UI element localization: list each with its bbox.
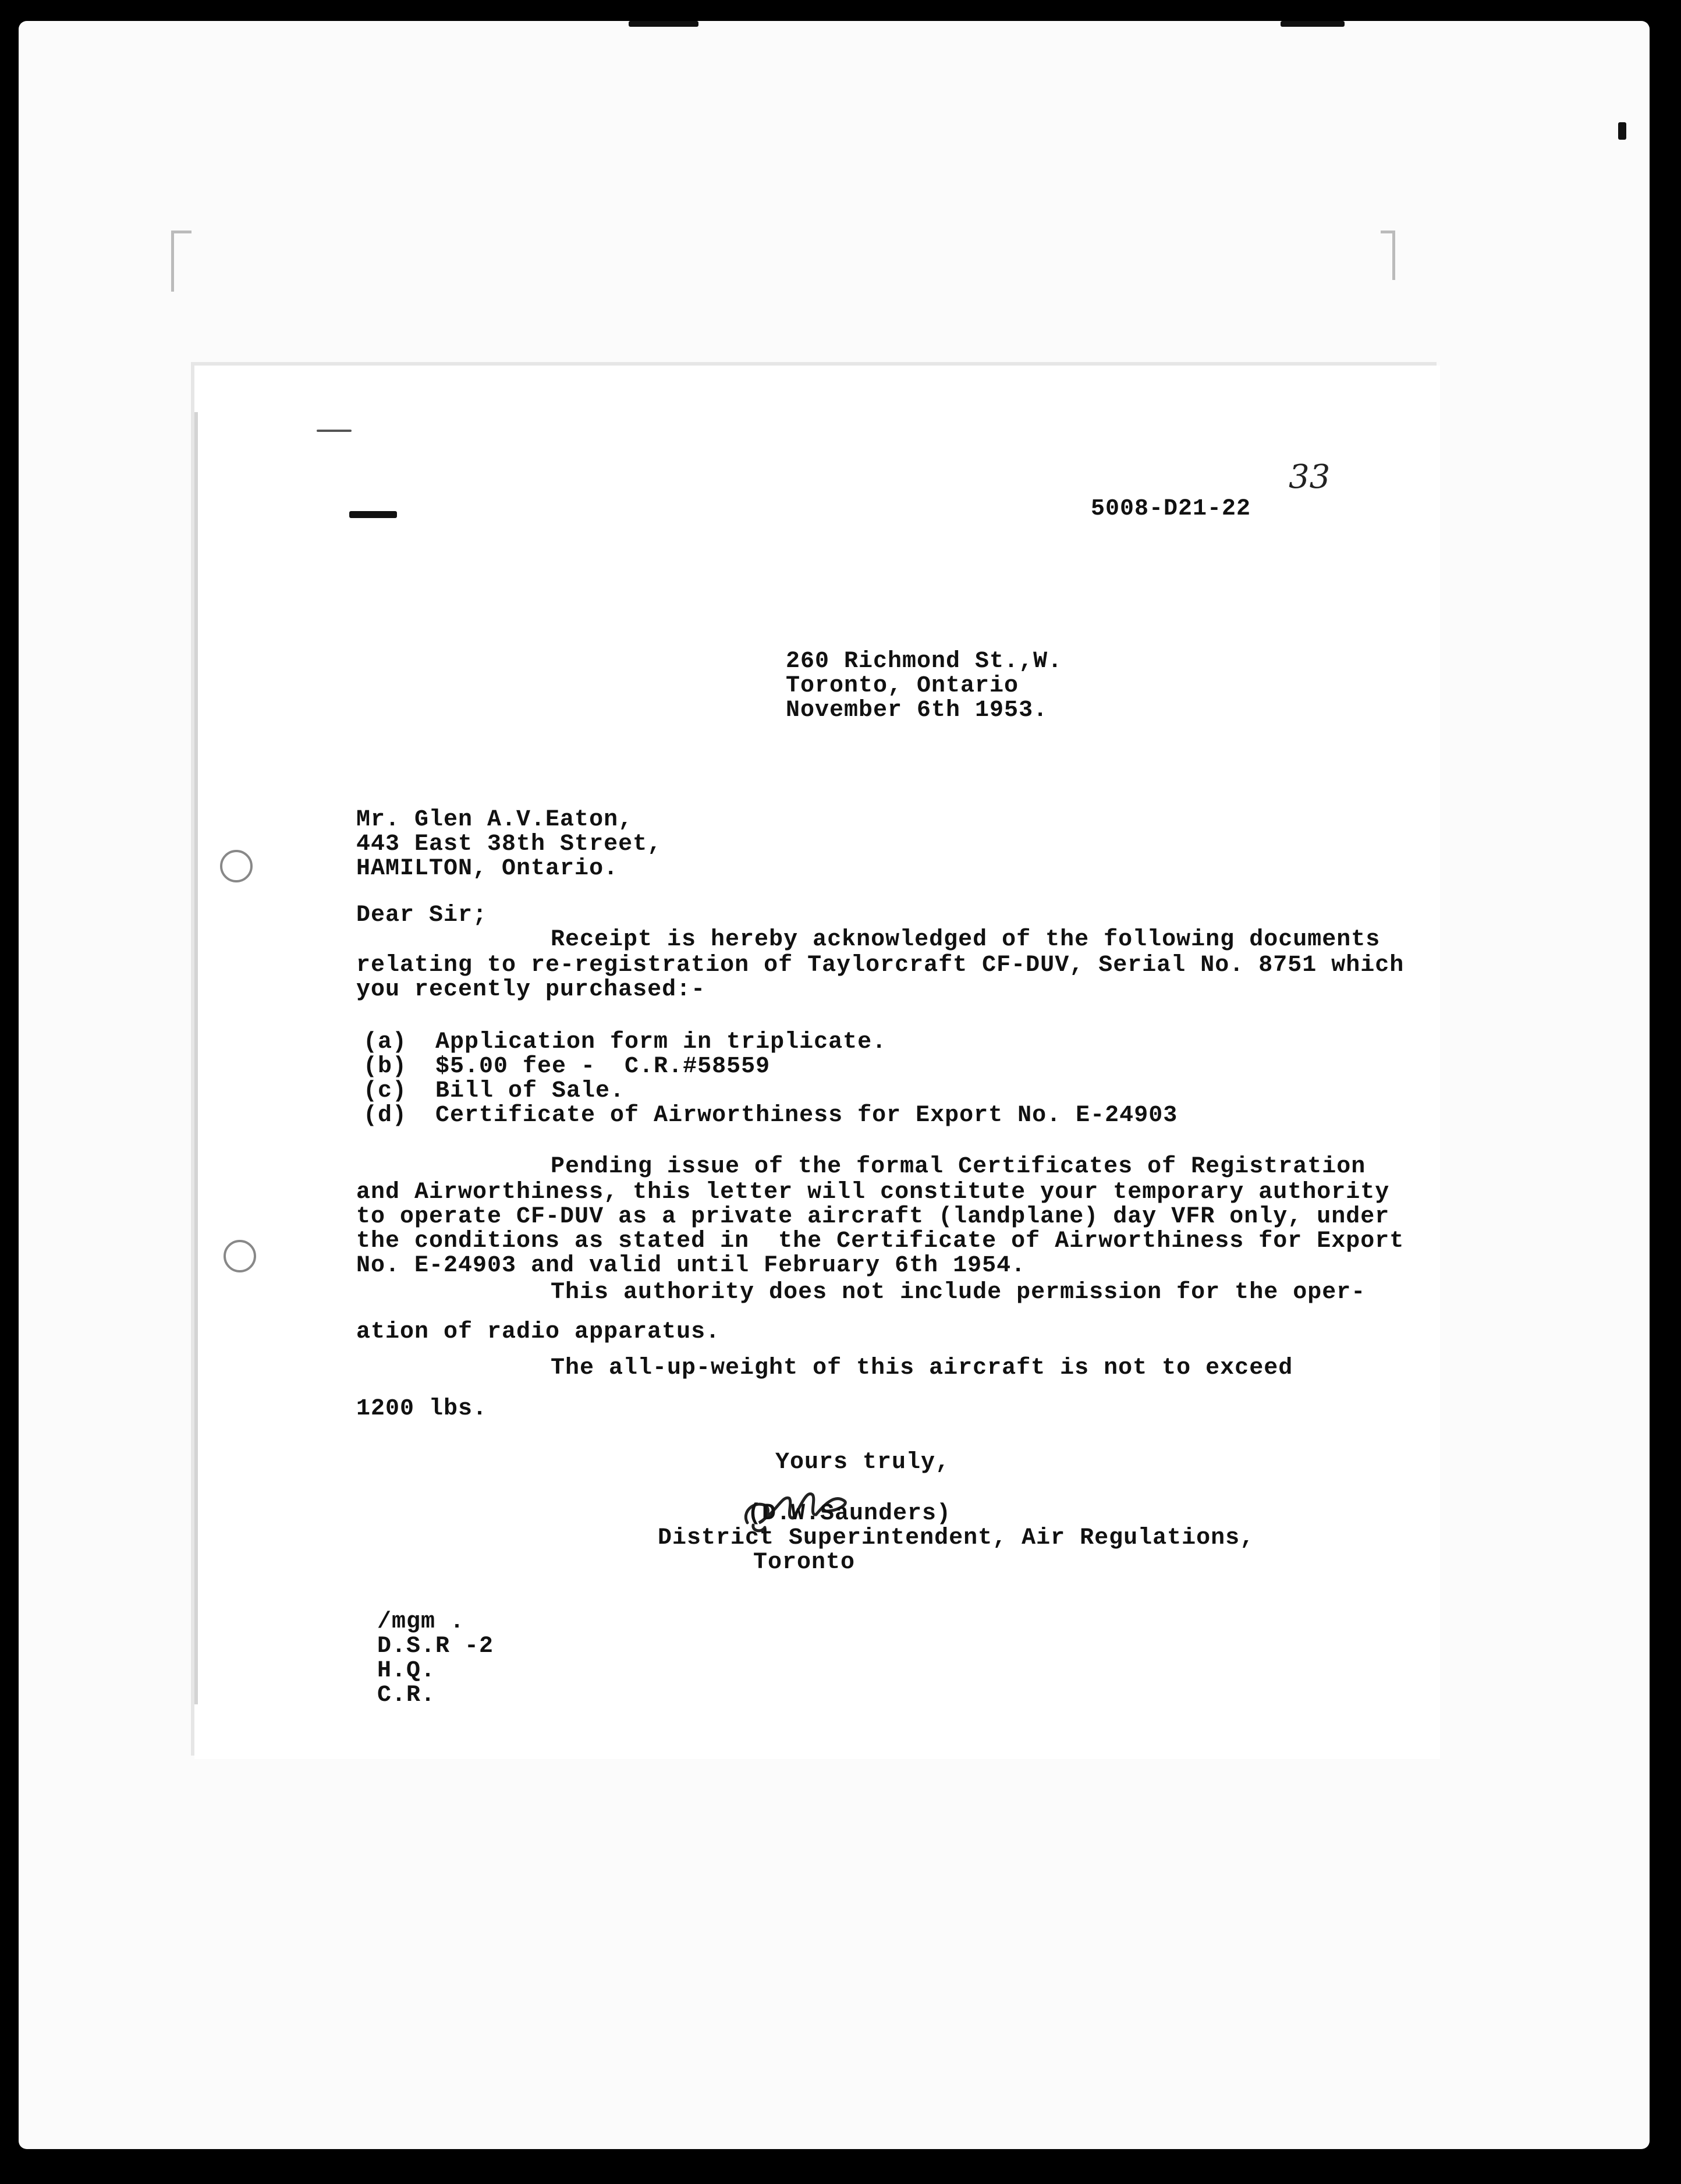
para4-line-1: The all-up-weight of this aircraft is not to exceed	[551, 1355, 1293, 1381]
para2-line-3: to operate CF-DUV as a private aircraft (landplane) day VFR only, under	[356, 1204, 1390, 1230]
para1-line-2: relating to re-registration of Taylorcraft CF-DUV, Serial No. 8751 which	[356, 952, 1405, 978]
recipient-city: HAMILTON, Ontario.	[356, 856, 619, 882]
typist-initials: /mgm .	[377, 1609, 465, 1635]
distribution-dsr: D.S.R -2	[377, 1633, 494, 1660]
closing: Yours truly,	[775, 1449, 951, 1476]
page-edge	[194, 412, 198, 1704]
letter-page	[194, 366, 1440, 1759]
sender-address-line-2: Toronto, Ontario	[786, 673, 1019, 699]
para3-line-2: ation of radio apparatus.	[356, 1319, 721, 1345]
page-number: 33	[1289, 458, 1331, 496]
list-item-key-b: (b)	[363, 1054, 407, 1080]
distribution-cr: C.R.	[377, 1682, 436, 1708]
signatory-name: (D.W.Saunders)	[747, 1501, 952, 1527]
para3-line-1: This authority does not include permission for the oper-	[551, 1279, 1366, 1306]
list-item-key-a: (a)	[363, 1029, 407, 1055]
recipient-street: 443 East 38th Street,	[356, 831, 662, 857]
para1-line-1: Receipt is hereby acknowledged of the following documents	[551, 927, 1381, 953]
list-item-text-d: Certificate of Airworthiness for Export No. E-24903	[435, 1102, 1178, 1129]
signatory-title: District Superintendent, Air Regulations,	[658, 1525, 1255, 1551]
signatory-location: Toronto	[753, 1550, 856, 1576]
frame-corner-mark-right	[1381, 231, 1395, 280]
list-item-text-c: Bill of Sale.	[435, 1078, 625, 1104]
para1-line-3: you recently purchased:-	[356, 977, 706, 1003]
para2-line-5: No. E-24903 and valid until February 6th 1954.	[356, 1253, 1026, 1279]
ink-dots	[317, 430, 352, 432]
frame-corner-mark-left	[171, 231, 191, 292]
edge-mark	[629, 21, 698, 27]
list-item-text-b: $5.00 fee - C.R.#58559	[435, 1054, 771, 1080]
letter-date: November 6th 1953.	[786, 697, 1048, 724]
edge-mark	[1281, 21, 1345, 27]
list-item-text-a: Application form in triplicate.	[435, 1029, 887, 1055]
edge-mark	[1618, 122, 1626, 140]
file-reference: 5008-D21-22	[1091, 496, 1251, 522]
para4-line-2: 1200 lbs.	[356, 1396, 488, 1422]
para2-line-1: Pending issue of the formal Certificates of Registration	[551, 1154, 1366, 1180]
list-item-key-d: (d)	[363, 1102, 407, 1129]
distribution-hq: H.Q.	[377, 1658, 436, 1684]
para2-line-2: and Airworthiness, this letter will constitute your temporary authority	[356, 1179, 1390, 1206]
punch-hole-upper	[220, 850, 253, 882]
list-item-key-c: (c)	[363, 1078, 407, 1104]
ink-smudge	[349, 511, 397, 518]
recipient-name: Mr. Glen A.V.Eaton,	[356, 807, 633, 833]
salutation: Dear Sir;	[356, 902, 488, 928]
sender-address-line-1: 260 Richmond St.,W.	[786, 648, 1063, 675]
punch-hole-lower	[224, 1240, 256, 1272]
para2-line-4: the conditions as stated in the Certificate of Airworthiness for Export	[356, 1228, 1405, 1254]
